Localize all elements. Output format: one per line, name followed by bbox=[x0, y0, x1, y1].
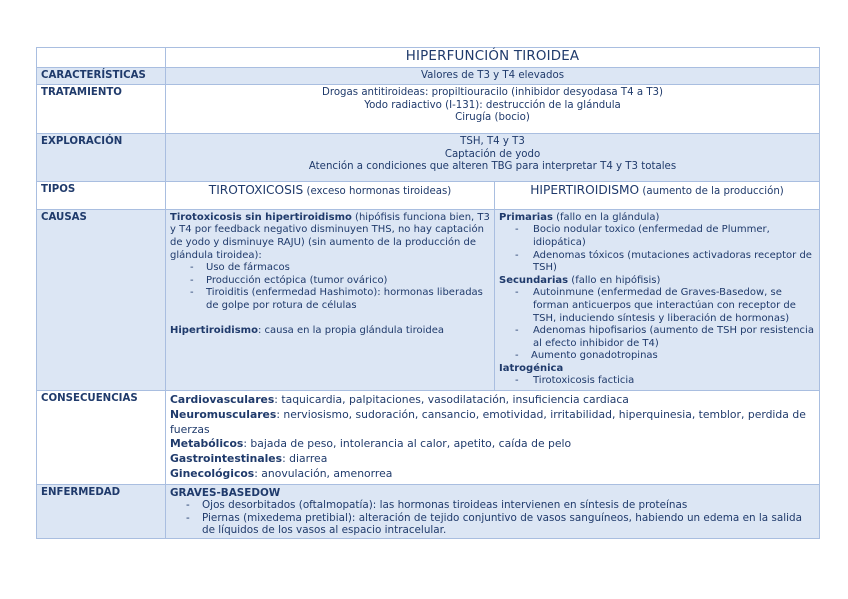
exploracion-cell bbox=[166, 133, 820, 181]
consecuencia-text: : nerviosismo, sudoración, cansancio, emotividad, irritabilidad, hiperquinesia, temblor, perdida de fuerzas bbox=[170, 407, 806, 436]
primarias-head: Primarias bbox=[499, 211, 553, 223]
label-tipos: TIPOS bbox=[37, 181, 166, 209]
tipo-tirotoxicosis-sub: (exceso hormonas tiroideas) bbox=[303, 185, 452, 197]
causa-sin-hiper-head: Tirotoxicosis sin hipertiroidismo bbox=[170, 211, 352, 223]
hiperfuncion-table bbox=[36, 47, 820, 539]
enfermedad-head: GRAVES-BASEDOW bbox=[170, 486, 281, 499]
consecuencia-item bbox=[170, 437, 815, 452]
exploracion-line: Captación de yodo bbox=[444, 148, 541, 160]
consecuencias-cell bbox=[166, 391, 820, 485]
list-item: - Tirotoxicosis facticia bbox=[515, 375, 815, 388]
consecuencia-text: : diarrea bbox=[282, 452, 328, 466]
consecuencia-head: Neuromusculares bbox=[170, 407, 277, 421]
list-item: - Uso de fármacos bbox=[190, 262, 490, 275]
tipo-hipertiroidismo-sub: (aumento de la producción) bbox=[639, 185, 784, 197]
label-tratamiento: TRATAMIENTO bbox=[37, 85, 166, 134]
list-item: - Ojos desorbitados (oftalmopatía): las hormonas tiroideas intervienen en síntesis de proteínas bbox=[186, 499, 815, 511]
consecuencia-item bbox=[170, 452, 815, 467]
consecuencia-item bbox=[170, 408, 815, 438]
tipo-hipertiroidismo bbox=[495, 181, 820, 209]
iatrogenica bbox=[499, 363, 815, 376]
causa-sin-hiper-list bbox=[170, 262, 490, 312]
iatrogenica-head: Iatrogénica bbox=[499, 362, 564, 374]
primarias-text: (fallo en la glándula) bbox=[552, 211, 660, 223]
list-item: - Adenomas tóxicos (mutaciones activadoras receptor de TSH) bbox=[515, 250, 815, 275]
primarias bbox=[499, 212, 815, 225]
causa-sin-hiper bbox=[170, 212, 490, 262]
consecuencia-text: : anovulación, amenorrea bbox=[254, 467, 393, 481]
list-item: - Producción ectópica (tumor ovárico) bbox=[190, 275, 490, 288]
page-title: HIPERFUNCIÓN TIROIDEA bbox=[166, 48, 820, 68]
list-item: - Piernas (mixedema pretibial): alteración de tejido conjuntivo de vasos sanguíneos, habiendo un edema en la salida de líquidos de los vasos al espacio intracelular. bbox=[186, 512, 815, 537]
tratamiento-line: Yodo radiactivo (I-131): destrucción de la glándula bbox=[364, 99, 621, 111]
list-item: - Bocio nodular toxico (enfermedad de Plummer, idiopática) bbox=[515, 224, 815, 249]
secundarias-head: Secundarias bbox=[499, 274, 569, 286]
tipo-tirotoxicosis bbox=[166, 181, 495, 209]
list-item: - Autoinmune (enfermedad de Graves-Basedow, se forman anticuerpos que interactúan con receptor de TSH, induciendo síntesis y liberación de hormonas) bbox=[515, 287, 815, 325]
causas-hipertiroidismo bbox=[495, 209, 820, 390]
secundarias-list bbox=[499, 287, 815, 350]
gonado-list bbox=[499, 350, 815, 363]
exploracion-line: TSH, T4 y T3 bbox=[460, 135, 525, 147]
label-enfermedad: ENFERMEDAD bbox=[37, 484, 166, 539]
tratamiento-line: Drogas antitiroideas: propiltiouracilo (inhibidor desyodasa T4 a T3) bbox=[322, 87, 663, 99]
enfermedad-list bbox=[170, 499, 815, 536]
causa-hiper-text: : causa en la propia glándula tiroidea bbox=[257, 324, 444, 336]
tratamiento-line: Cirugía (bocio) bbox=[455, 112, 530, 124]
label-caracteristicas: CARACTERÍSTICAS bbox=[37, 67, 166, 85]
consecuencia-item bbox=[170, 393, 815, 408]
causas-tirotoxicosis bbox=[166, 209, 495, 390]
label-exploracion: EXPLORACIÓN bbox=[37, 133, 166, 181]
causa-hiper-head: Hipertiroidismo bbox=[170, 324, 258, 336]
consecuencia-text: : taquicardia, palpitaciones, vasodilatación, insuficiencia cardiaca bbox=[274, 393, 629, 407]
consecuencia-head: Gastrointestinales bbox=[170, 452, 283, 466]
iatrogenica-list bbox=[499, 375, 815, 388]
causa-sin-hiper-text: (hipófisis funciona bien, T3 y T4 por feedback negativo disminuyen THS, no hay captación de yodo y disminuye RAJU) (sin aumento de la producción de glándula tiroidea): bbox=[170, 211, 490, 261]
label-causas: CAUSAS bbox=[37, 209, 166, 390]
tratamiento-cell bbox=[166, 85, 820, 134]
corner-cell bbox=[37, 48, 166, 68]
consecuencia-text: : bajada de peso, intolerancia al calor, apetito, caída de pelo bbox=[243, 437, 572, 451]
enfermedad-cell bbox=[166, 484, 820, 539]
tipo-tirotoxicosis-head: TIROTOXICOSIS bbox=[208, 182, 304, 197]
tipo-hipertiroidismo-head: HIPERTIROIDISMO bbox=[530, 182, 640, 197]
primarias-list bbox=[499, 224, 815, 274]
list-item: - Aumento gonadotropinas bbox=[515, 350, 815, 363]
causa-hiper bbox=[170, 325, 490, 338]
secundarias-text: (fallo en hipófisis) bbox=[568, 274, 661, 286]
label-consecuencias: CONSECUENCIAS bbox=[37, 391, 166, 485]
list-item: - Adenomas hipofisarios (aumento de TSH por resistencia al efecto inhibidor de T4) bbox=[515, 325, 815, 350]
consecuencia-head: Metabólicos bbox=[170, 437, 244, 451]
secundarias bbox=[499, 275, 815, 288]
exploracion-line: Atención a condiciones que alteren TBG para interpretar T4 y T3 totales bbox=[308, 161, 677, 173]
consecuencia-head: Cardiovasculares bbox=[170, 393, 275, 407]
spacer bbox=[170, 313, 490, 325]
consecuencia-head: Ginecológicos bbox=[170, 467, 255, 481]
list-item: - Tiroiditis (enfermedad Hashimoto): hormonas liberadas de golpe por rotura de células bbox=[190, 287, 490, 312]
consecuencia-item bbox=[170, 467, 815, 482]
caracteristicas-text: Valores de T3 y T4 elevados bbox=[166, 67, 820, 85]
